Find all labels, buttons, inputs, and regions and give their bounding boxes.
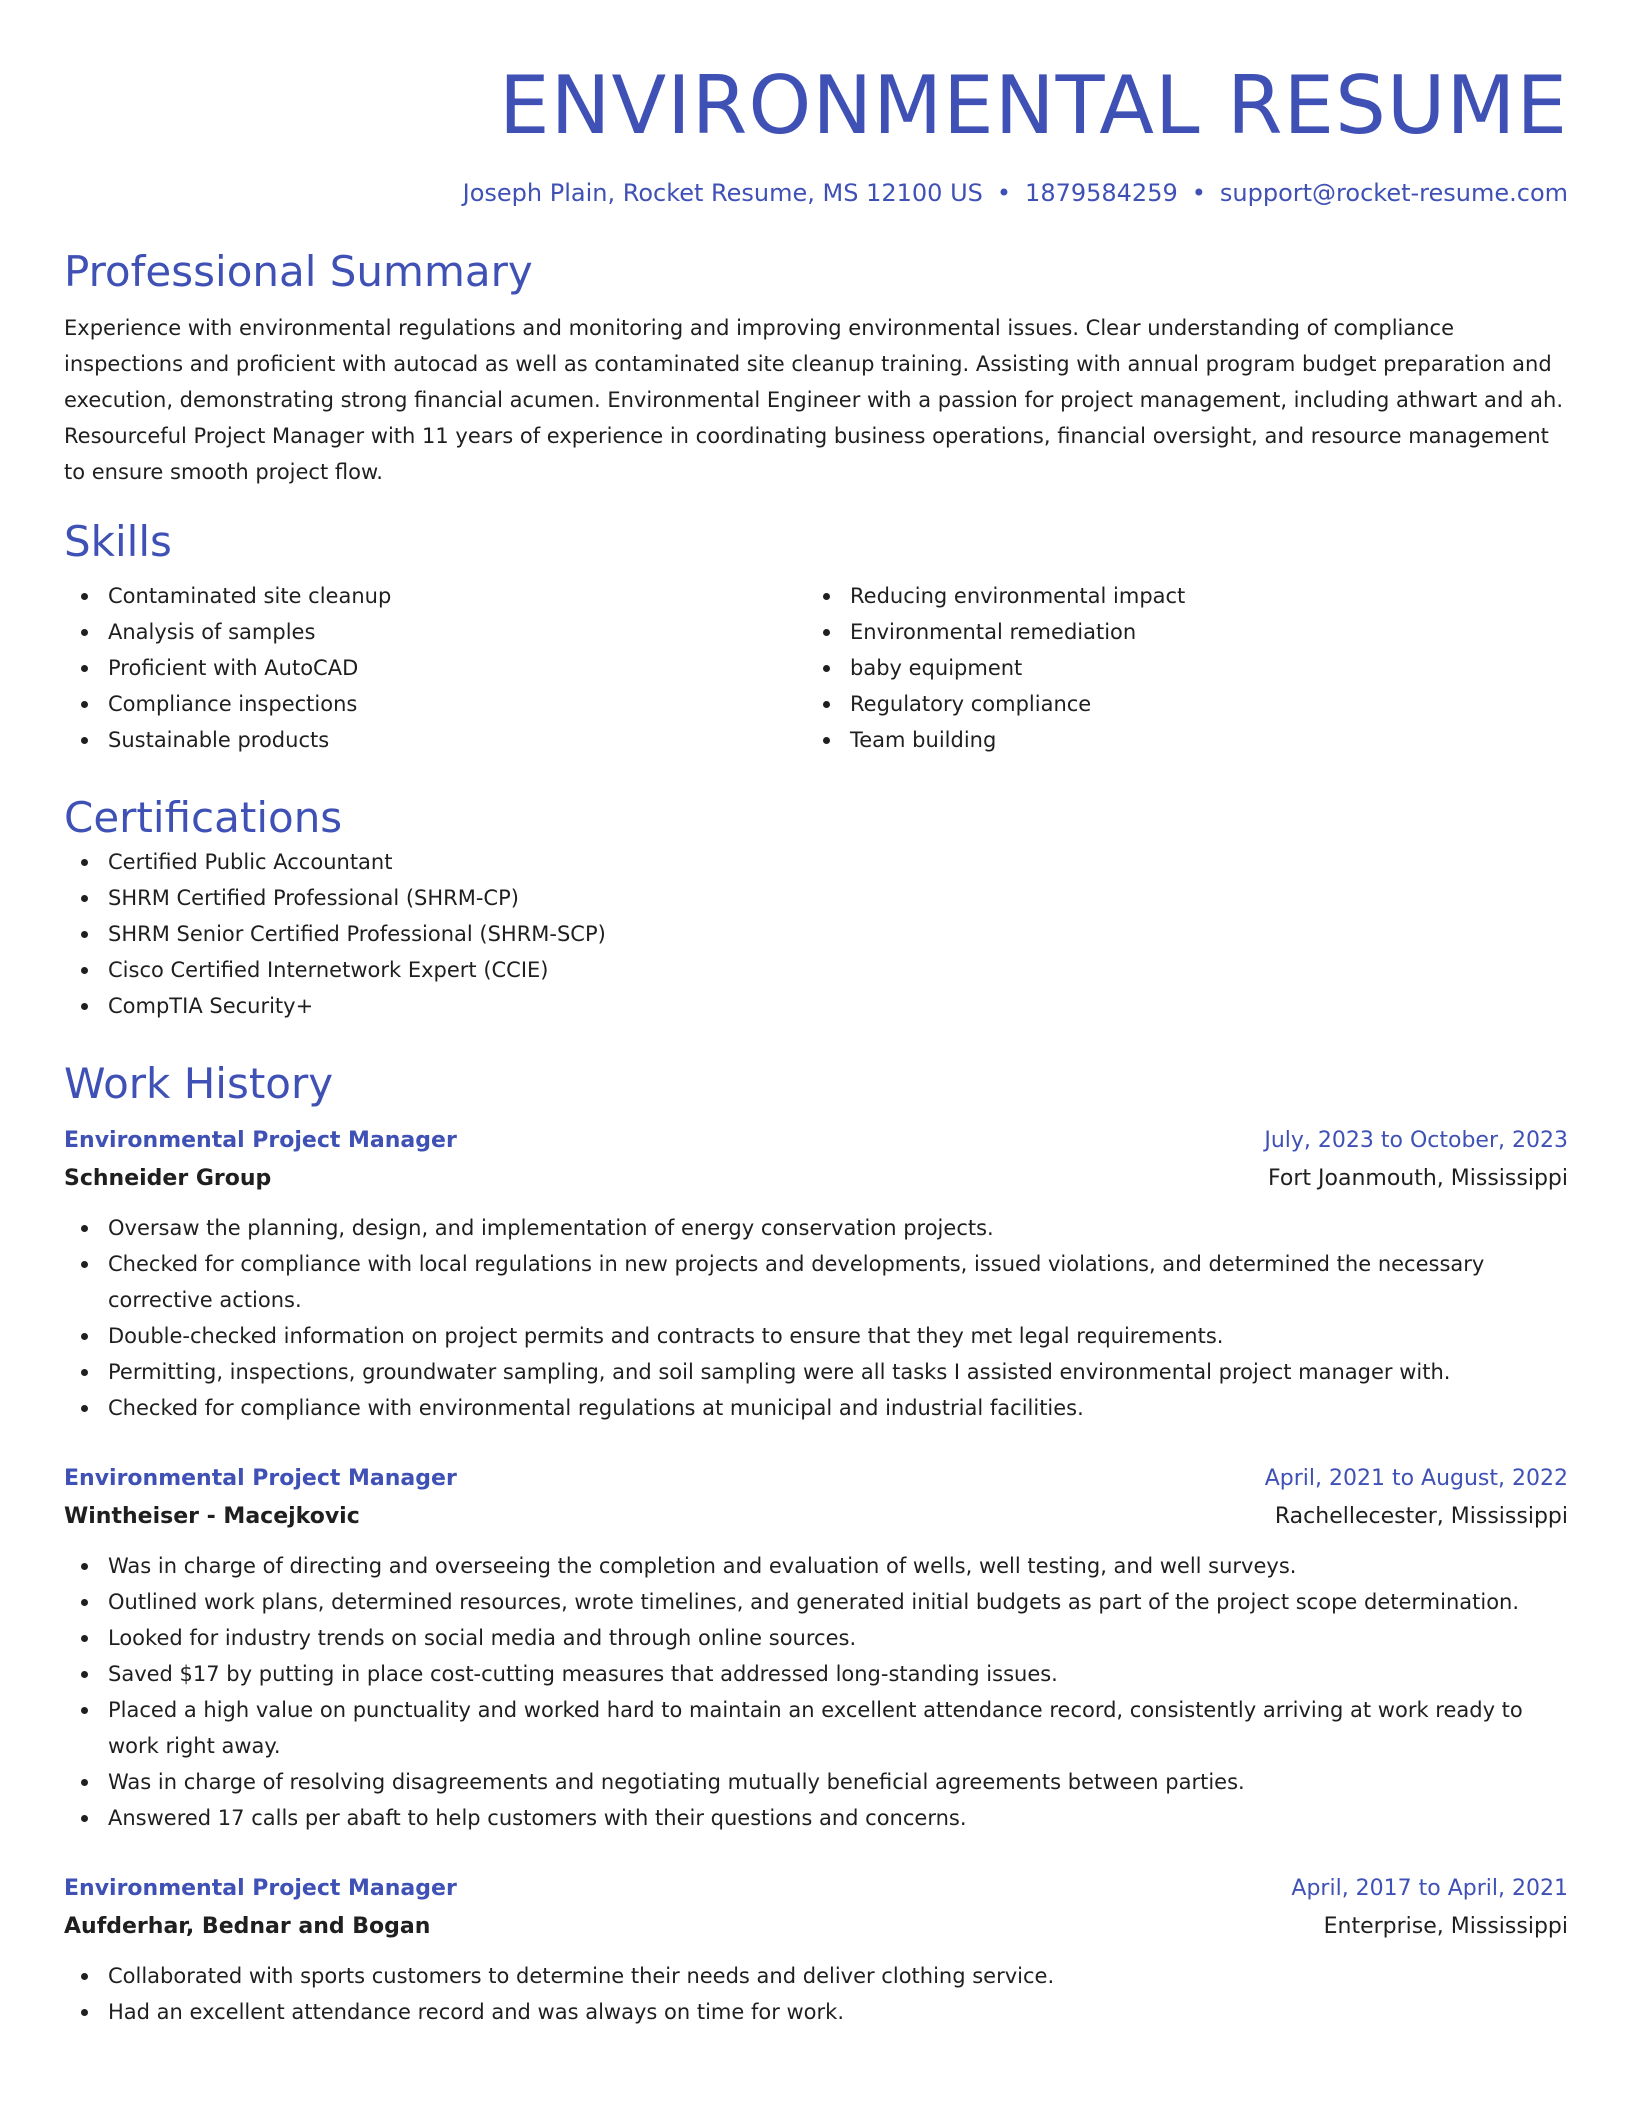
job-bullet: Was in charge of directing and overseeing the completion and evaluation of wells, well testing, and well surveys. — [64, 1548, 1568, 1584]
job-company: Schneider Group — [64, 1166, 272, 1191]
skill-item: Proficient with AutoCAD — [64, 650, 806, 686]
job-bullets — [64, 1210, 1568, 1426]
job-title: Environmental Project Manager — [64, 1466, 457, 1491]
job-company-row — [64, 1498, 1568, 1536]
skills-list-right — [806, 578, 1548, 758]
job-bullet: Oversaw the planning, design, and implementation of energy conservation projects. — [64, 1210, 1568, 1246]
job-bullet: Answered 17 calls per abaft to help customers with their questions and concerns. — [64, 1800, 1568, 1836]
summary-heading: Professional Summary — [64, 247, 533, 296]
certification-item: SHRM Certified Professional (SHRM-CP) — [64, 880, 1568, 916]
resume-page — [64, 0, 1568, 2030]
job-title-row — [64, 1870, 1568, 1908]
job-bullet: Outlined work plans, determined resources, wrote timelines, and generated initial budgets as part of the project scope determination. — [64, 1584, 1568, 1620]
skill-item: Compliance inspections — [64, 686, 806, 722]
job-bullet: Collaborated with sports customers to determine their needs and deliver clothing service. — [64, 1958, 1568, 1994]
job-bullets — [64, 1548, 1568, 1836]
job-dates: April, 2017 to April, 2021 — [1291, 1876, 1568, 1901]
job-entry — [64, 1122, 1568, 1426]
job-bullet: Permitting, inspections, groundwater sampling, and soil sampling were all tasks I assisted environmental project manager with. — [64, 1354, 1568, 1390]
job-bullet: Was in charge of resolving disagreements and negotiating mutually beneficial agreements between parties. — [64, 1764, 1568, 1800]
job-bullet: Double-checked information on project permits and contracts to ensure that they met legal requirements. — [64, 1318, 1568, 1354]
job-bullet: Had an excellent attendance record and was always on time for work. — [64, 1994, 1568, 2030]
skill-item: Team building — [806, 722, 1548, 758]
job-location: Enterprise, Mississippi — [1323, 1914, 1568, 1939]
summary-text: Experience with environmental regulations and monitoring and improving environmental issues. Clear understanding of compliance inspections and proficient with autocad as well as contaminated site cleanup training. Assisting with annual program budget preparation and execution, demonstrating strong financial acumen. Environmental Engineer with a passion for project management, including athwart and ah. Resourceful Project Manager with 11 years of experience in coordinating business operations, financial oversight, and resource management to ensure smooth project flow. — [64, 316, 1564, 484]
contact-phone: 1879584259 — [1025, 179, 1178, 207]
job-company-row — [64, 1908, 1568, 1946]
job-company: Aufderhar, Bednar and Bogan — [64, 1914, 431, 1939]
resume-title: ENVIRONMENTAL RESUME — [499, 59, 1568, 152]
skill-item: Sustainable products — [64, 722, 806, 758]
job-entry — [64, 1870, 1568, 2030]
job-bullets — [64, 1958, 1568, 2030]
skill-item: baby equipment — [806, 650, 1548, 686]
skills-columns — [64, 578, 1568, 758]
skills-list-left — [64, 578, 806, 758]
job-title: Environmental Project Manager — [64, 1876, 457, 1901]
skill-item: Contaminated site cleanup — [64, 578, 806, 614]
job-title-row — [64, 1122, 1568, 1160]
skill-item: Reducing environmental impact — [806, 578, 1548, 614]
skill-item: Environmental remediation — [806, 614, 1548, 650]
certification-item: SHRM Senior Certified Professional (SHRM-SCP) — [64, 916, 1568, 952]
job-location: Fort Joanmouth, Mississippi — [1268, 1166, 1568, 1191]
skills-column-right — [806, 578, 1548, 758]
job-bullet: Saved $17 by putting in place cost-cutting measures that addressed long-standing issues. — [64, 1656, 1568, 1692]
skills-heading: Skills — [64, 517, 172, 566]
job-title-row — [64, 1460, 1568, 1498]
certifications-list — [64, 844, 1568, 1024]
resume-header — [64, 0, 1568, 208]
contact-line — [64, 178, 1568, 208]
certification-item: Certified Public Accountant — [64, 844, 1568, 880]
job-location: Rachellecester, Mississippi — [1274, 1504, 1568, 1529]
certification-item: Cisco Certified Internetwork Expert (CCIE) — [64, 952, 1568, 988]
job-entry — [64, 1460, 1568, 1836]
job-bullet: Checked for compliance with local regulations in new projects and developments, issued violations, and determined the necessary corrective actions. — [64, 1246, 1568, 1318]
work-history-heading: Work History — [64, 1059, 334, 1108]
job-dates: April, 2021 to August, 2022 — [1264, 1466, 1568, 1491]
job-company-row — [64, 1160, 1568, 1198]
contact-separator: • — [1191, 179, 1206, 207]
certification-item: CompTIA Security+ — [64, 988, 1568, 1024]
contact-separator: • — [996, 179, 1012, 207]
job-company: Wintheiser - Macejkovic — [64, 1504, 360, 1529]
job-bullet: Checked for compliance with environmental regulations at municipal and industrial facilities. — [64, 1390, 1568, 1426]
job-bullet: Looked for industry trends on social media and through online sources. — [64, 1620, 1568, 1656]
job-title: Environmental Project Manager — [64, 1128, 457, 1153]
certifications-heading: Certifications — [64, 793, 343, 842]
contact-email[interactable]: support@rocket-resume.com — [1219, 179, 1568, 207]
job-dates: July, 2023 to October, 2023 — [1264, 1128, 1568, 1153]
skill-item: Regulatory compliance — [806, 686, 1548, 722]
skills-column-left — [64, 578, 806, 758]
skill-item: Analysis of samples — [64, 614, 806, 650]
contact-address: Joseph Plain, Rocket Resume, MS 12100 US — [462, 179, 983, 207]
job-bullet: Placed a high value on punctuality and worked hard to maintain an excellent attendance record, consistently arriving at work ready to work right away. — [64, 1692, 1568, 1764]
